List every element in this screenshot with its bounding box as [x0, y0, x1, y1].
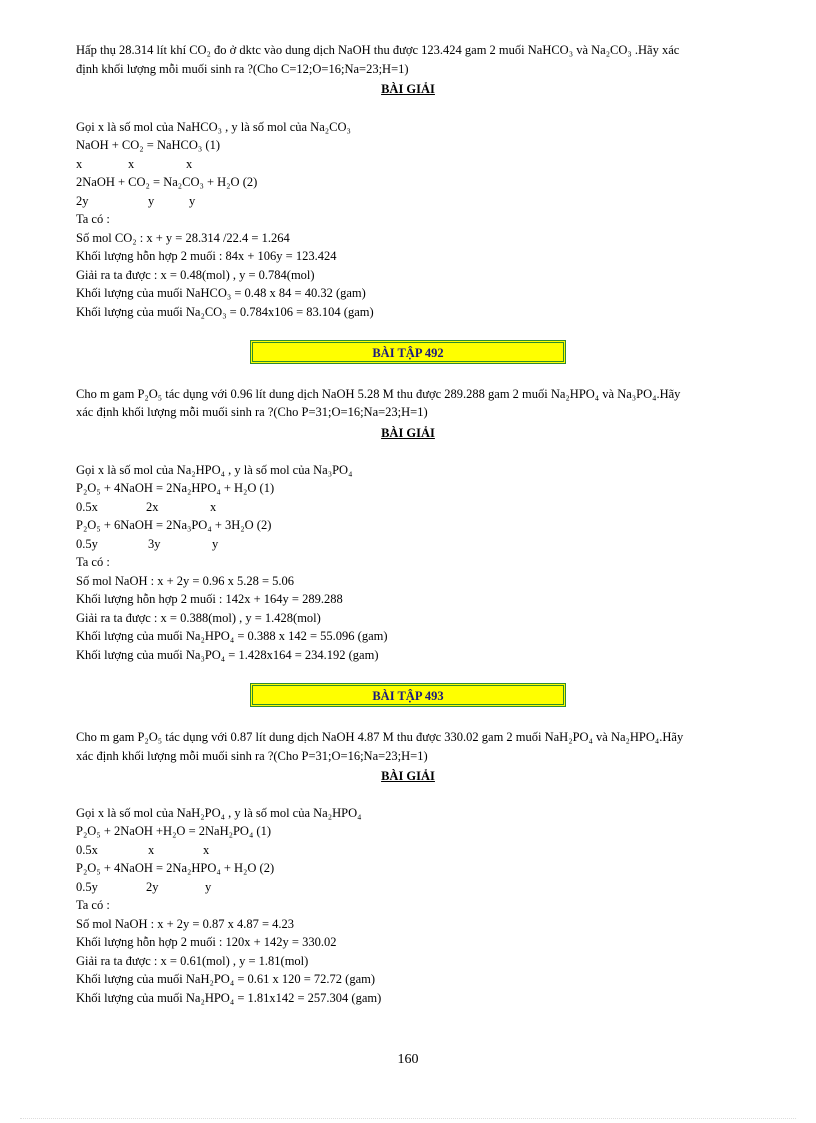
problem-493-equation-mass: Khối lượng hỗn hợp 2 muối : 120x + 142y = 330.02	[76, 935, 337, 949]
problem-492-reaction-2: P₂O₅ + 6NaOH = 2Na₃PO₄ + 3H₂O (2)	[76, 518, 272, 532]
problem-492-solution-title: BÀI GIẢI	[381, 426, 435, 440]
problem-493-result-2: Khối lượng của muối Na₂HPO₄ = 1.81x142 = 257.304 (gam)	[76, 991, 382, 1005]
mole-value: 2y	[76, 194, 89, 208]
problem-493-statement-line-2: xác định khối lượng mỗi muối sinh ra ?(Cho P=31;O=16;Na=23;H=1)	[76, 749, 428, 763]
problem-492-statement-line-1: Cho m gam P₂O₅ tác dụng với 0.96 lít dung dịch NaOH 5.28 M thu được 289.288 gam 2 muối Na₂HPO₄ và Na₃PO₄.Hãy	[76, 387, 681, 401]
problem-493-statement-line-1: Cho m gam P₂O₅ tác dụng với 0.87 lít dung dịch NaOH 4.87 M thu được 330.02 gam 2 muối NaH₂PO₄ và Na₂HPO₄.Hãy	[76, 730, 684, 744]
problem-492-solution: Giải ra ta được : x = 0.388(mol) , y = 1.428(mol)	[76, 611, 321, 625]
problem-493-result-1: Khối lượng của muối NaH₂PO₄ = 0.61 x 120 = 72.72 (gam)	[76, 972, 376, 986]
mole-value: 0.5y	[76, 537, 98, 551]
problem-492-line-1: Gọi x là số mol của Na₂HPO₄ , y là số mol của Na₃PO₄	[76, 463, 353, 477]
problem-491-equation-mass: Khối lượng hỗn hợp 2 muối : 84x + 106y = 123.424	[76, 249, 337, 263]
mole-value: 0.5x	[76, 500, 98, 514]
problem-491-statement-line-2: định khối lượng mỗi muối sinh ra ?(Cho C=12;O=16;Na=23;H=1)	[76, 62, 409, 76]
problem-493-equation-moles: Số mol NaOH : x + 2y = 0.87 x 4.87 = 4.23	[76, 917, 295, 931]
mole-value: y	[205, 880, 212, 894]
problem-493-solution: Giải ra ta được : x = 0.61(mol) , y = 1.81(mol)	[76, 954, 309, 968]
problem-491-line-ta-co: Ta có :	[76, 212, 110, 226]
problem-491-reaction-2: 2NaOH + CO₂ = Na₂CO₃ + H₂O (2)	[76, 175, 258, 189]
mole-value: y	[189, 194, 196, 208]
mole-value: x	[203, 843, 210, 857]
problem-493-line-ta-co: Ta có :	[76, 898, 110, 912]
problem-491-line-1: Gọi x là số mol của NaHCO₃ , y là số mol của Na₂CO₃	[76, 120, 351, 134]
mole-value: 0.5y	[76, 880, 98, 894]
page-bottom-divider	[20, 1118, 796, 1119]
problem-493-banner: BÀI TẬP 493	[250, 683, 566, 707]
problem-492-line-ta-co: Ta có :	[76, 555, 110, 569]
mole-value: x	[148, 843, 155, 857]
mole-value: y	[148, 194, 155, 208]
mole-value: x	[128, 157, 135, 171]
problem-491-statement-line-1: Hấp thụ 28.314 lít khí CO₂ đo ở dktc vào dung dịch NaOH thu được 123.424 gam 2 muối NaHCO₃ và Na₂CO₃ .Hãy xác	[76, 43, 680, 57]
mole-value: x	[186, 157, 193, 171]
problem-493-line-1: Gọi x là số mol của NaH₂PO₄ , y là số mol của Na₂HPO₄	[76, 806, 362, 820]
problem-493-reaction-2: P₂O₅ + 4NaOH = 2Na₂HPO₄ + H₂O (2)	[76, 861, 275, 875]
mole-value: 0.5x	[76, 843, 98, 857]
problem-492-equation-moles: Số mol NaOH : x + 2y = 0.96 x 5.28 = 5.06	[76, 574, 295, 588]
page-number: 160	[397, 1052, 419, 1067]
mole-value: 3y	[148, 537, 161, 551]
problem-491-result-1: Khối lượng của muối NaHCO₃ = 0.48 x 84 = 40.32 (gam)	[76, 286, 366, 300]
mole-value: y	[212, 537, 219, 551]
problem-492-equation-mass: Khối lượng hỗn hợp 2 muối : 142x + 164y = 289.288	[76, 592, 343, 606]
problem-493-reaction-1: P₂O₅ + 2NaOH +H₂O = 2NaH₂PO₄ (1)	[76, 824, 272, 838]
problem-492-reaction-1: P₂O₅ + 4NaOH = 2Na₂HPO₄ + H₂O (1)	[76, 481, 275, 495]
problem-491-solution-title: BÀI GIẢI	[381, 82, 435, 96]
problem-492-statement-line-2: xác định khối lượng mỗi muối sinh ra ?(Cho P=31;O=16;Na=23;H=1)	[76, 405, 428, 419]
mole-value: x	[210, 500, 217, 514]
problem-492-banner: BÀI TẬP 492	[250, 340, 566, 364]
problem-491-reaction-1: NaOH + CO₂ = NaHCO₃ (1)	[76, 138, 220, 152]
mole-value: 2x	[146, 500, 159, 514]
problem-491-result-2: Khối lượng của muối Na₂CO₃ = 0.784x106 = 83.104 (gam)	[76, 305, 374, 319]
mole-value: 2y	[146, 880, 159, 894]
mole-value: x	[76, 157, 83, 171]
problem-493-solution-title: BÀI GIẢI	[381, 769, 435, 783]
problem-491-solution: Giải ra ta được : x = 0.48(mol) , y = 0.784(mol)	[76, 268, 315, 282]
problem-492-result-2: Khối lượng của muối Na₃PO₄ = 1.428x164 = 234.192 (gam)	[76, 648, 379, 662]
problem-491-equation-moles: Số mol CO₂ : x + y = 28.314 /22.4 = 1.264	[76, 231, 290, 245]
problem-492-result-1: Khối lượng của muối Na₂HPO₄ = 0.388 x 142 = 55.096 (gam)	[76, 629, 388, 643]
